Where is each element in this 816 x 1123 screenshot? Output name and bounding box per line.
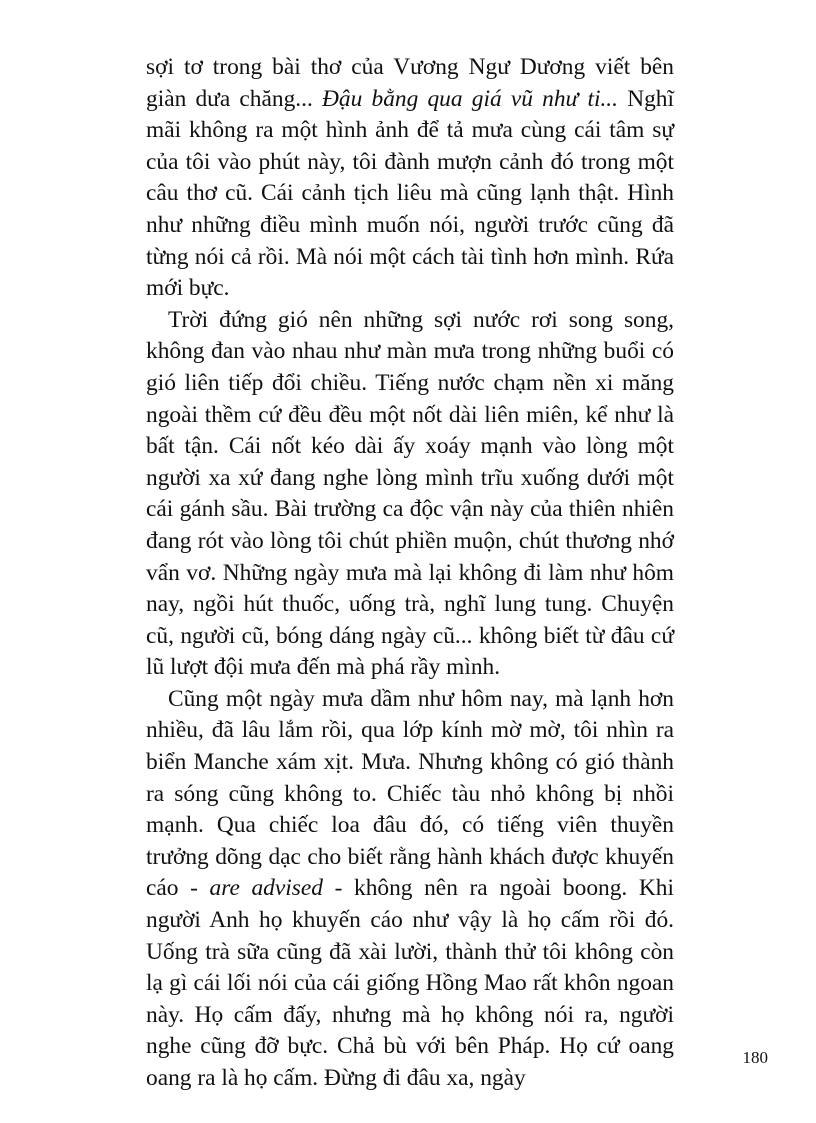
italic-text-run: are advised: [209, 875, 323, 902]
italic-text-run: Đậu bằng qua giá vũ như ti...: [322, 85, 619, 112]
text-run: Cũng một ngày mưa dầm như hôm nay, mà lạnh hơn nhiều, đã lâu lắm rồi, qua lớp kính mờ mờ, tôi nhìn ra biển Manche xám xịt. Mưa. Nhưng không có gió thành ra sóng cũng không to. Chiếc tàu nhỏ không bị nhồi mạnh. Qua chiếc loa đâu đó, có tiếng viên thuyền trưởng dõng dạc cho biết rằng hành khách được khuyến cáo -: [146, 685, 674, 902]
body-text: [146, 52, 674, 1095]
text-run: - không nên ra ngoài boong. Khi người Anh họ khuyến cáo như vậy là họ cấm rồi đó. Uống trà sữa cũng đã xài lười, thành thử tôi không còn lạ gì cái lối nói của cái giống Hồng Mao rất khôn ngoan này. Họ cấm đấy, nhưng mà họ không nói ra, người nghe cũng đỡ bực. Chả bù với bên Pháp. Họ cứ oang oang ra là họ cấm. Đừng đi đâu xa, ngày: [146, 875, 674, 1091]
page-number: 180: [742, 1048, 768, 1067]
text-run: sợi tơ trong bài thơ của Vương Ngư Dương viết bên giàn dưa chăng...: [146, 54, 674, 112]
paragraph-2: [146, 305, 674, 684]
text-run: Trời đứng gió nên những sợi nước rơi song song, không đan vào nhau như màn mưa trong những buổi có gió liên tiếp đổi chiều. Tiếng nước chạm nền xi măng ngoài thềm cứ đều đều một nốt dài liên miên, kể như là bất tận. Cái nốt kéo dài ấy xoáy mạnh vào lòng một người xa xứ đang nghe lòng mình trĩu xuống dưới một cái gánh sầu. Bài trường ca độc vận này của thiên nhiên đang rót vào lòng tôi chút phiền muộn, chút thương nhớ vẩn vơ. Những ngày mưa mà lại không đi làm như hôm nay, ngồi hút thuốc, uống trà, nghĩ lung tung. Chuyện cũ, người cũ, bóng dáng ngày cũ... không biết từ đâu cứ lũ lượt đội mưa đến mà phá rầy mình.: [146, 306, 674, 681]
paragraph-1: [146, 52, 674, 305]
text-run: Nghĩ mãi không ra một hình ảnh để tả mưa cùng cái tâm sự của tôi vào phút này, tôi đành mượn cảnh đó trong một câu thơ cũ. Cái cảnh tịch liêu mà cũng lạnh thật. Hình như những điều mình muốn nói, người trước cũng đã từng nói cả rồi. Mà nói một cách tài tình hơn mình. Rứa mới bực.: [146, 85, 674, 302]
paragraph-3: [146, 684, 674, 1095]
